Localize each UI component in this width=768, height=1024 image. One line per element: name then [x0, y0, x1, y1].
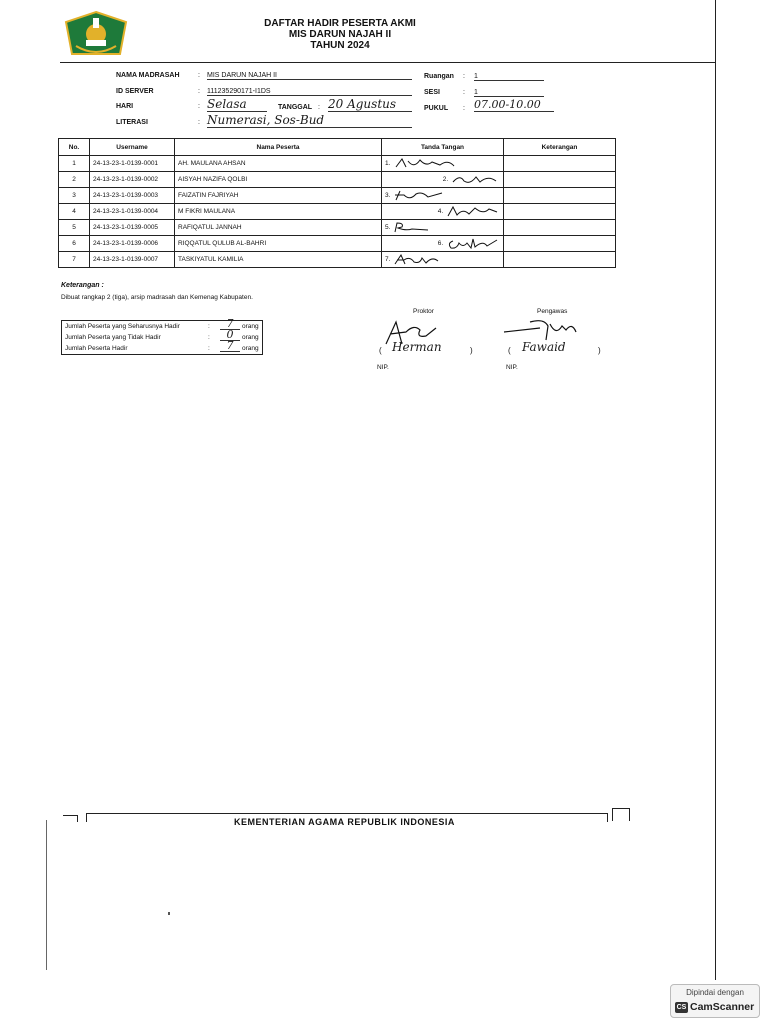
row-no: 2: [59, 172, 90, 188]
row-username: 24-13-23-1-0139-0005: [90, 220, 175, 236]
row-signature: [382, 156, 504, 172]
signature-mark: [392, 157, 462, 170]
signature-number: 1.: [385, 160, 391, 168]
nama-madrasah-label: NAMA MADRASAH: [116, 72, 180, 79]
row-no: 1: [59, 156, 90, 172]
summary-box: [61, 317, 263, 355]
tanggal-label: TANGGAL: [278, 104, 313, 111]
page-title: [200, 18, 480, 51]
table-row: [59, 204, 616, 220]
summary-colon: :: [208, 345, 210, 352]
table-header-row: [59, 139, 616, 156]
row-signature: [382, 204, 504, 220]
camscanner-line2: CamScanner: [690, 1001, 755, 1013]
pengawas-label: Pengawas: [537, 308, 568, 315]
signature-mark: [392, 221, 432, 234]
signature-mark: [392, 189, 452, 202]
signature-number: 2.: [442, 176, 449, 184]
summary-value: 0: [220, 329, 240, 341]
proktor-paren-open: (: [379, 346, 382, 355]
table-row: [59, 156, 616, 172]
row-nama: AISYAH NAZIFA QOLBI: [175, 172, 382, 188]
summary-unit: orang: [242, 334, 259, 341]
col-header-tanda-tangan: Tanda Tangan: [382, 139, 504, 156]
camscanner-logo-icon: CS: [676, 1004, 687, 1011]
signature-number: 7.: [385, 256, 391, 264]
summary-value: 7: [220, 340, 240, 352]
pukul-value: 07.00-10.00: [474, 98, 554, 112]
col-header-keterangan: Keterangan: [504, 139, 616, 156]
table-row: [59, 252, 616, 268]
row-nama: RAFIQATUL JANNAH: [175, 220, 382, 236]
row-keterangan: [504, 236, 616, 252]
id-server-label: ID SERVER: [116, 88, 154, 95]
row-signature: [382, 220, 504, 236]
row-no: 7: [59, 252, 90, 268]
col-header-username: Username: [90, 139, 175, 156]
pukul-label: PUKUL: [424, 105, 449, 112]
colon: :: [463, 73, 465, 80]
proktor-label: Proktor: [413, 308, 434, 315]
signature-number: 3.: [385, 192, 391, 200]
pengawas-paren-close: ): [598, 346, 601, 355]
col-header-no: No.: [59, 139, 90, 156]
row-no: 3: [59, 188, 90, 204]
ruangan-label: Ruangan: [424, 73, 454, 80]
col-header-nama: Nama Peserta: [175, 139, 382, 156]
footer-corner-left: [63, 815, 78, 822]
header-divider: [60, 62, 716, 63]
summary-colon: :: [208, 323, 210, 330]
row-username: 24-13-23-1-0139-0003: [90, 188, 175, 204]
nama-madrasah-value: MIS DARUN NAJAH II: [207, 72, 412, 80]
camscanner-line1: Dipindai dengan: [686, 988, 744, 997]
row-keterangan: [504, 204, 616, 220]
summary-label: Jumlah Peserta Hadir: [65, 345, 128, 352]
summary-unit: orang: [242, 323, 259, 330]
title-line-3: TAHUN 2024: [310, 40, 370, 51]
row-keterangan: [504, 252, 616, 268]
row-no: 4: [59, 204, 90, 220]
summary-unit: orang: [242, 345, 259, 352]
page-left-edge: [46, 820, 47, 970]
sesi-label: SESI: [424, 89, 440, 96]
summary-value: 7: [220, 318, 240, 330]
literasi-label: LITERASI: [116, 119, 148, 126]
row-keterangan: [504, 156, 616, 172]
colon: :: [198, 72, 200, 79]
table-row: [59, 172, 616, 188]
table-row: [59, 236, 616, 252]
camscanner-badge: [670, 984, 760, 1018]
literasi-value: Numerasi, Sos-Bud: [207, 113, 412, 128]
row-username: 24-13-23-1-0139-0001: [90, 156, 175, 172]
title-line-1: DAFTAR HADIR PESERTA AKMI: [264, 18, 416, 29]
keterangan-label: Keterangan :: [61, 282, 104, 289]
colon: :: [198, 88, 200, 95]
page-right-edge: [715, 0, 716, 980]
colon: :: [463, 89, 465, 96]
signature-number: 5.: [385, 224, 391, 232]
row-nama: RIQQATUL QULUB AL-BAHRI: [175, 236, 382, 252]
row-signature: [382, 172, 504, 188]
proktor-name: Herman: [392, 340, 442, 354]
signature-number: 6.: [437, 240, 444, 248]
pengawas-nip: NIP.: [506, 364, 518, 371]
summary-row: [62, 339, 262, 354]
row-username: 24-13-23-1-0139-0004: [90, 204, 175, 220]
pengawas-name: Fawaid: [522, 340, 566, 354]
row-signature: [382, 236, 504, 252]
id-server-value: 111235290171-I1DS: [207, 88, 412, 96]
sesi-value: 1: [474, 89, 544, 97]
kemenag-logo: [62, 10, 130, 60]
colon: :: [198, 103, 200, 110]
footer-tick: [168, 912, 170, 915]
hari-value: Selasa: [207, 97, 267, 112]
summary-label: Jumlah Peserta yang Tidak Hadir: [65, 334, 161, 341]
pengawas-paren-open: (: [508, 346, 511, 355]
row-username: 24-13-23-1-0139-0002: [90, 172, 175, 188]
tanggal-value: 20 Agustus: [328, 97, 412, 112]
colon: :: [318, 104, 320, 111]
signature-mark: [445, 205, 500, 218]
signature-mark: [450, 173, 500, 186]
row-no: 6: [59, 236, 90, 252]
row-keterangan: [504, 172, 616, 188]
summary-label: Jumlah Peserta yang Seharusnya Hadir: [65, 323, 180, 330]
proktor-nip: NIP.: [377, 364, 389, 371]
signature-mark: [445, 237, 500, 250]
row-signature: [382, 252, 504, 268]
row-username: 24-13-23-1-0139-0006: [90, 236, 175, 252]
row-nama: AH. MAULANA AHSAN: [175, 156, 382, 172]
row-signature: [382, 188, 504, 204]
table-row: [59, 188, 616, 204]
title-line-2: MIS DARUN NAJAH II: [288, 29, 392, 40]
row-nama: FAIZATIN FAJRIYAH: [175, 188, 382, 204]
attendance-table: [58, 138, 616, 268]
footer-corner-right: [612, 808, 630, 821]
signature-mark: [392, 253, 442, 266]
row-nama: M FIKRI MAULANA: [175, 204, 382, 220]
proktor-paren-close: ): [470, 346, 473, 355]
row-nama: TASKIYATUL KAMILIA: [175, 252, 382, 268]
row-username: 24-13-23-1-0139-0007: [90, 252, 175, 268]
summary-colon: :: [208, 334, 210, 341]
keterangan-text: Dibuat rangkap 2 (tiga), arsip madrasah dan Kemenag Kabupaten.: [61, 294, 253, 301]
row-keterangan: [504, 220, 616, 236]
footer-cut-text: KEMENTERIAN AGAMA REPUBLIK INDONESIA: [234, 817, 455, 827]
row-no: 5: [59, 220, 90, 236]
signature-number: 4.: [437, 208, 444, 216]
table-row: [59, 220, 616, 236]
colon: :: [463, 105, 465, 112]
colon: :: [198, 119, 200, 126]
ruangan-value: 1: [474, 73, 544, 81]
row-keterangan: [504, 188, 616, 204]
hari-label: HARI: [116, 103, 134, 110]
